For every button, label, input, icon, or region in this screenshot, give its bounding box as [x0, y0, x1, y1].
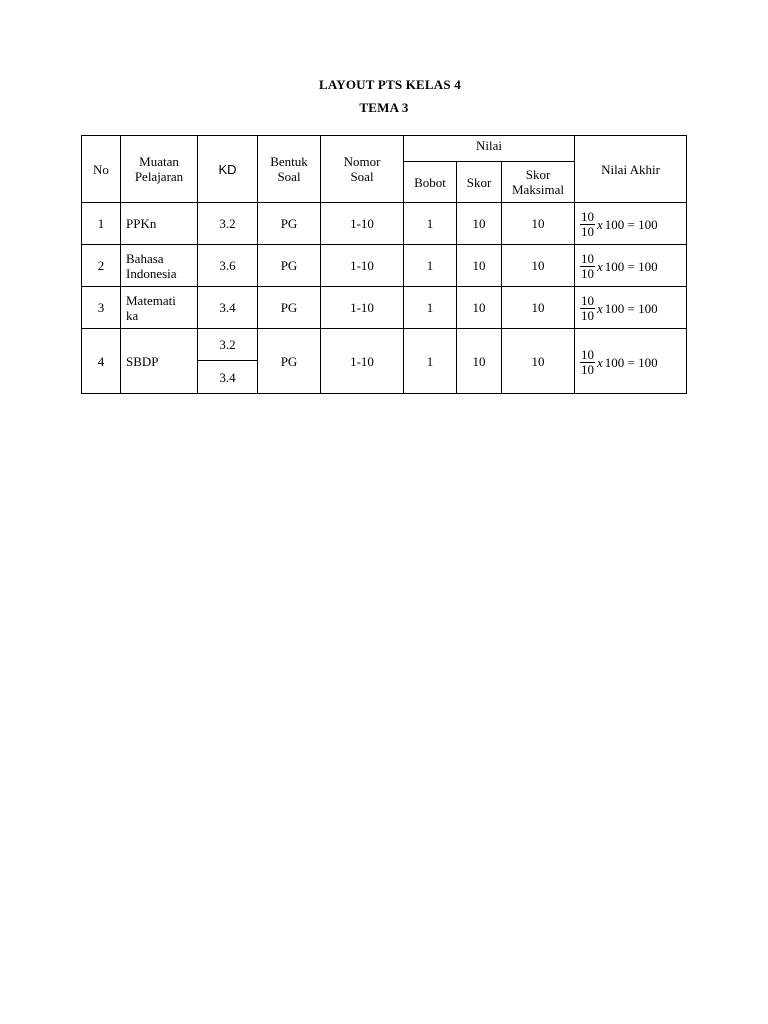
cell-skor: 10 — [457, 245, 502, 287]
header-bobot: Bobot — [404, 162, 457, 203]
cell-bentuk: PG — [258, 203, 321, 245]
cell-nomor: 1-10 — [321, 287, 404, 329]
document-subtitle: TEMA 3 — [359, 100, 409, 115]
cell-nomor: 1-10 — [321, 203, 404, 245]
cell-bentuk: PG — [258, 287, 321, 329]
cell-skor-maksimal: 10 — [502, 245, 575, 287]
cell-nilai-akhir — [575, 245, 687, 287]
cell-nomor: 1-10 — [321, 329, 404, 394]
header-nilai: Nilai — [404, 136, 575, 162]
cell-muatan: Bahasa Indonesia — [121, 245, 198, 287]
header-bentuk-soal: Bentuk Soal — [258, 136, 321, 203]
header-skor-maksimal: Skor Maksimal — [502, 162, 575, 203]
cell-kd: 3.2 — [198, 329, 258, 361]
cell-skor-maksimal: 10 — [502, 329, 575, 394]
cell-nomor: 1-10 — [321, 245, 404, 287]
cell-muatan: Matemati ka — [121, 287, 198, 329]
cell-skor-maksimal: 10 — [502, 287, 575, 329]
nilai-akhir-formula: $\frac{10}{10}$ x 100 = 100 — [581, 251, 658, 281]
table-row — [82, 245, 687, 287]
cell-nilai-akhir — [575, 203, 687, 245]
cell-nilai-akhir — [575, 287, 687, 329]
document-title: LAYOUT PTS KELAS 4 — [319, 77, 461, 92]
cell-bentuk: PG — [258, 245, 321, 287]
header-no: No — [82, 136, 121, 203]
cell-kd: 3.6 — [198, 245, 258, 287]
cell-muatan: PPKn — [121, 203, 198, 245]
cell-bobot: 1 — [404, 287, 457, 329]
cell-skor: 10 — [457, 203, 502, 245]
cell-skor: 10 — [457, 329, 502, 394]
table-row — [82, 287, 687, 329]
cell-no: 4 — [82, 329, 121, 394]
cell-no: 1 — [82, 203, 121, 245]
nilai-akhir-formula: $\frac{10}{10}$ x 100 = 100 — [581, 346, 658, 377]
cell-bobot: 1 — [404, 245, 457, 287]
header-nilai-akhir: Nilai Akhir — [575, 136, 687, 203]
table-row — [82, 203, 687, 245]
header-muatan-pelajaran: Muatan Pelajaran — [121, 136, 198, 203]
cell-no: 3 — [82, 287, 121, 329]
cell-kd: 3.2 — [198, 203, 258, 245]
cell-skor-maksimal: 10 — [502, 203, 575, 245]
header-row-1 — [82, 136, 687, 162]
cell-skor: 10 — [457, 287, 502, 329]
header-nomor-soal: Nomor Soal — [321, 136, 404, 203]
header-kd: KD — [198, 136, 258, 203]
cell-bobot: 1 — [404, 329, 457, 394]
header-skor: Skor — [457, 162, 502, 203]
nilai-akhir-formula: $\frac{10}{10}$ x 100 = 100 — [581, 209, 658, 239]
cell-no: 2 — [82, 245, 121, 287]
nilai-akhir-formula: $\frac{10}{10}$ x 100 = 100 — [581, 293, 658, 323]
cell-muatan: SBDP — [121, 329, 198, 394]
cell-bobot: 1 — [404, 203, 457, 245]
cell-bentuk: PG — [258, 329, 321, 394]
table-row — [82, 329, 687, 361]
cell-kd: 3.4 — [198, 287, 258, 329]
exam-layout-table — [81, 135, 687, 394]
cell-kd-secondary: 3.4 — [198, 361, 258, 394]
cell-nilai-akhir — [575, 329, 687, 394]
